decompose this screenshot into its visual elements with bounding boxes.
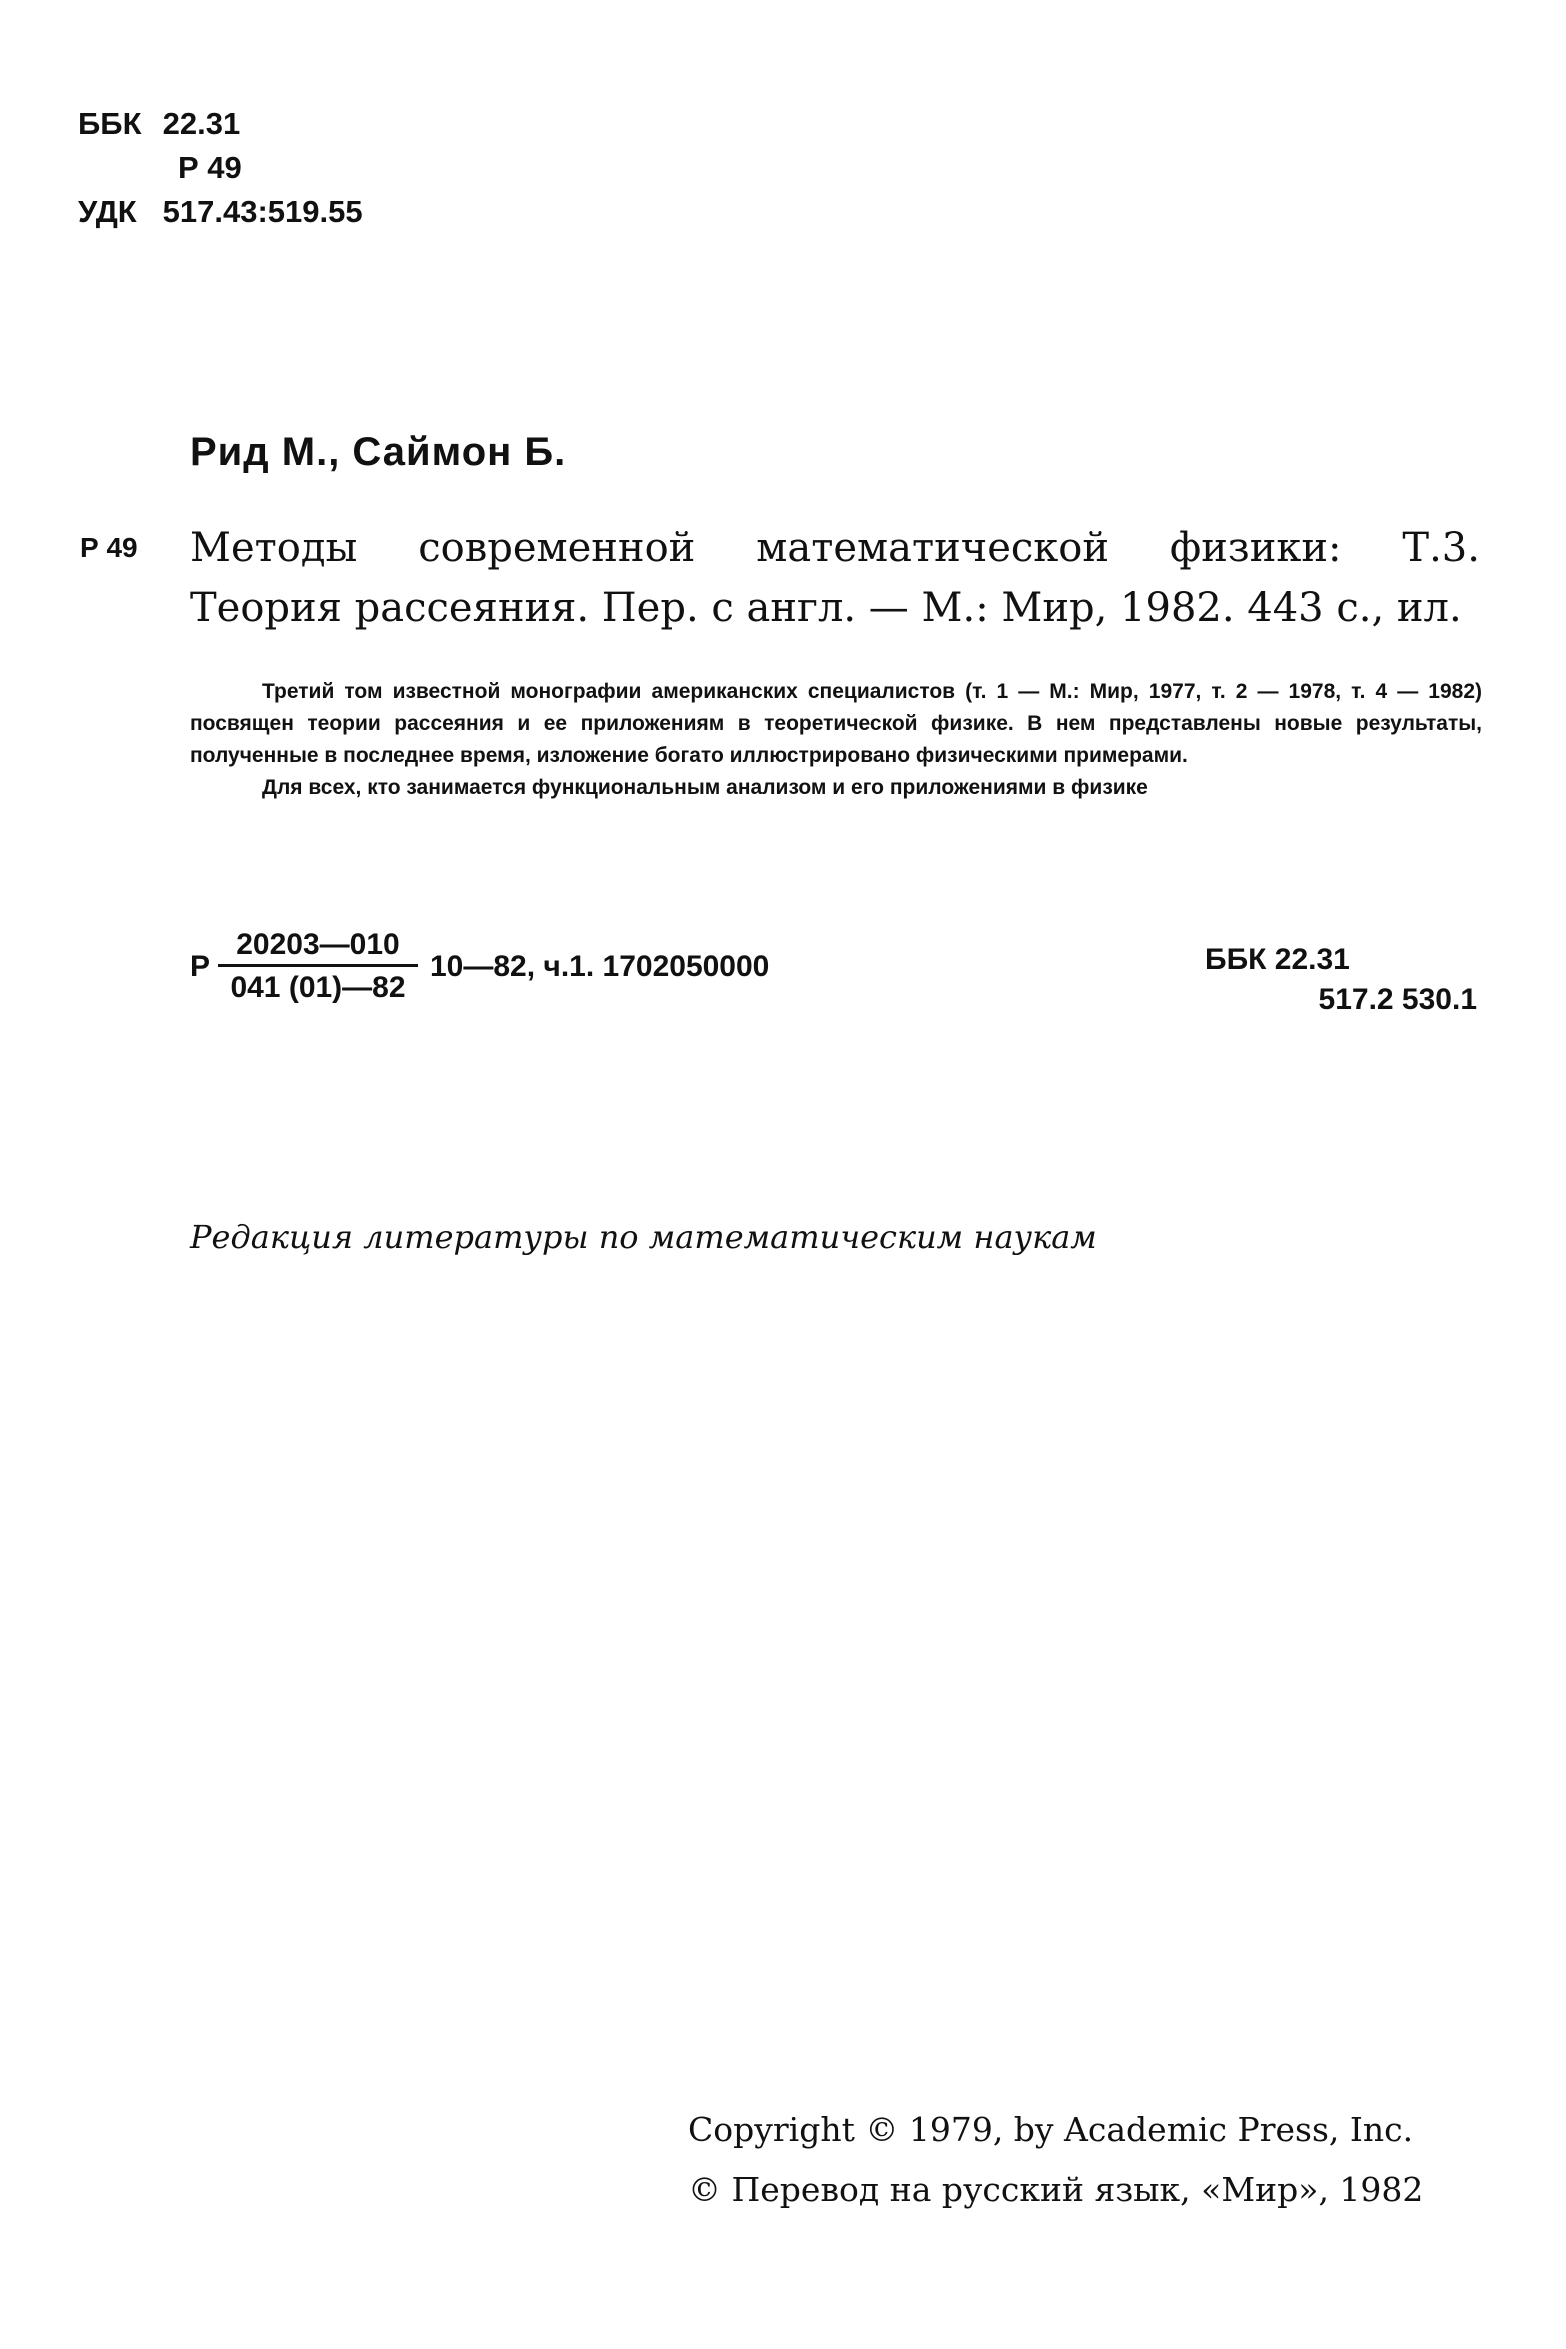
title-word: современной <box>418 525 696 571</box>
cipher: Р 49 <box>80 532 138 563</box>
index-letter: Р <box>190 950 211 983</box>
annotation-paragraph-2: Для всех, кто занимается функциональным анализом и его приложениями в физике <box>262 776 1148 799</box>
index-tail: 10—82, ч.1. 1702050000 <box>430 950 770 983</box>
classification-codes <box>78 102 363 234</box>
udk-label: УДК <box>78 194 137 229</box>
bbk-code: 22.31 <box>162 106 241 141</box>
index-fraction <box>218 928 418 1005</box>
udk-code: 517.43:519.55 <box>162 194 363 229</box>
bbk-label: ББК <box>78 106 142 141</box>
copyright-line-1: Copyright © 1979, by Academic Press, Inc. <box>688 2110 1414 2149</box>
index-denominator: 041 (01)—82 <box>230 971 406 1004</box>
bibliographic-title <box>190 518 1480 638</box>
authors: Рид М., Саймон Б. <box>190 430 567 474</box>
copyright-notice <box>688 2100 1478 2220</box>
bbk-right <box>1205 940 1477 1020</box>
title-line-1 <box>190 518 1480 578</box>
annotation <box>190 676 1482 804</box>
author-mark: Р 49 <box>178 150 242 185</box>
title-line-2: Теория рассеяния. Пер. с англ. — М.: Мир, 1982. 443 с., ил. <box>190 585 1462 631</box>
annotation-paragraph-1: Третий том известной монографии американских специалистов (т. 1 — М.: Мир, 1977, т. 2 — 1978, т. 4 — 1982) посвящен теории рассеяния и ее приложениям в теоретической физике. В нем представлены новые результаты, полученные в последнее время, изложение богато иллюстрировано физическими примерами. <box>190 680 1482 767</box>
bbk-right-line-2: 517.2 530.1 <box>1318 983 1477 1016</box>
title-word: Т.3. <box>1402 525 1480 571</box>
udk-row <box>78 190 363 234</box>
bbk-row <box>78 102 363 146</box>
editorial-department: Редакция литературы по математическим наукам <box>190 1218 1097 1256</box>
index-numerator: 20203—010 <box>218 928 418 967</box>
title-word: математической <box>756 525 1110 571</box>
bbk-right-line-1: ББК 22.31 <box>1205 943 1350 976</box>
title-word: Методы <box>190 525 358 571</box>
copyright-line-2: © Перевод на русский язык, «Мир», 1982 <box>688 2170 1424 2209</box>
title-word: физики: <box>1169 525 1342 571</box>
